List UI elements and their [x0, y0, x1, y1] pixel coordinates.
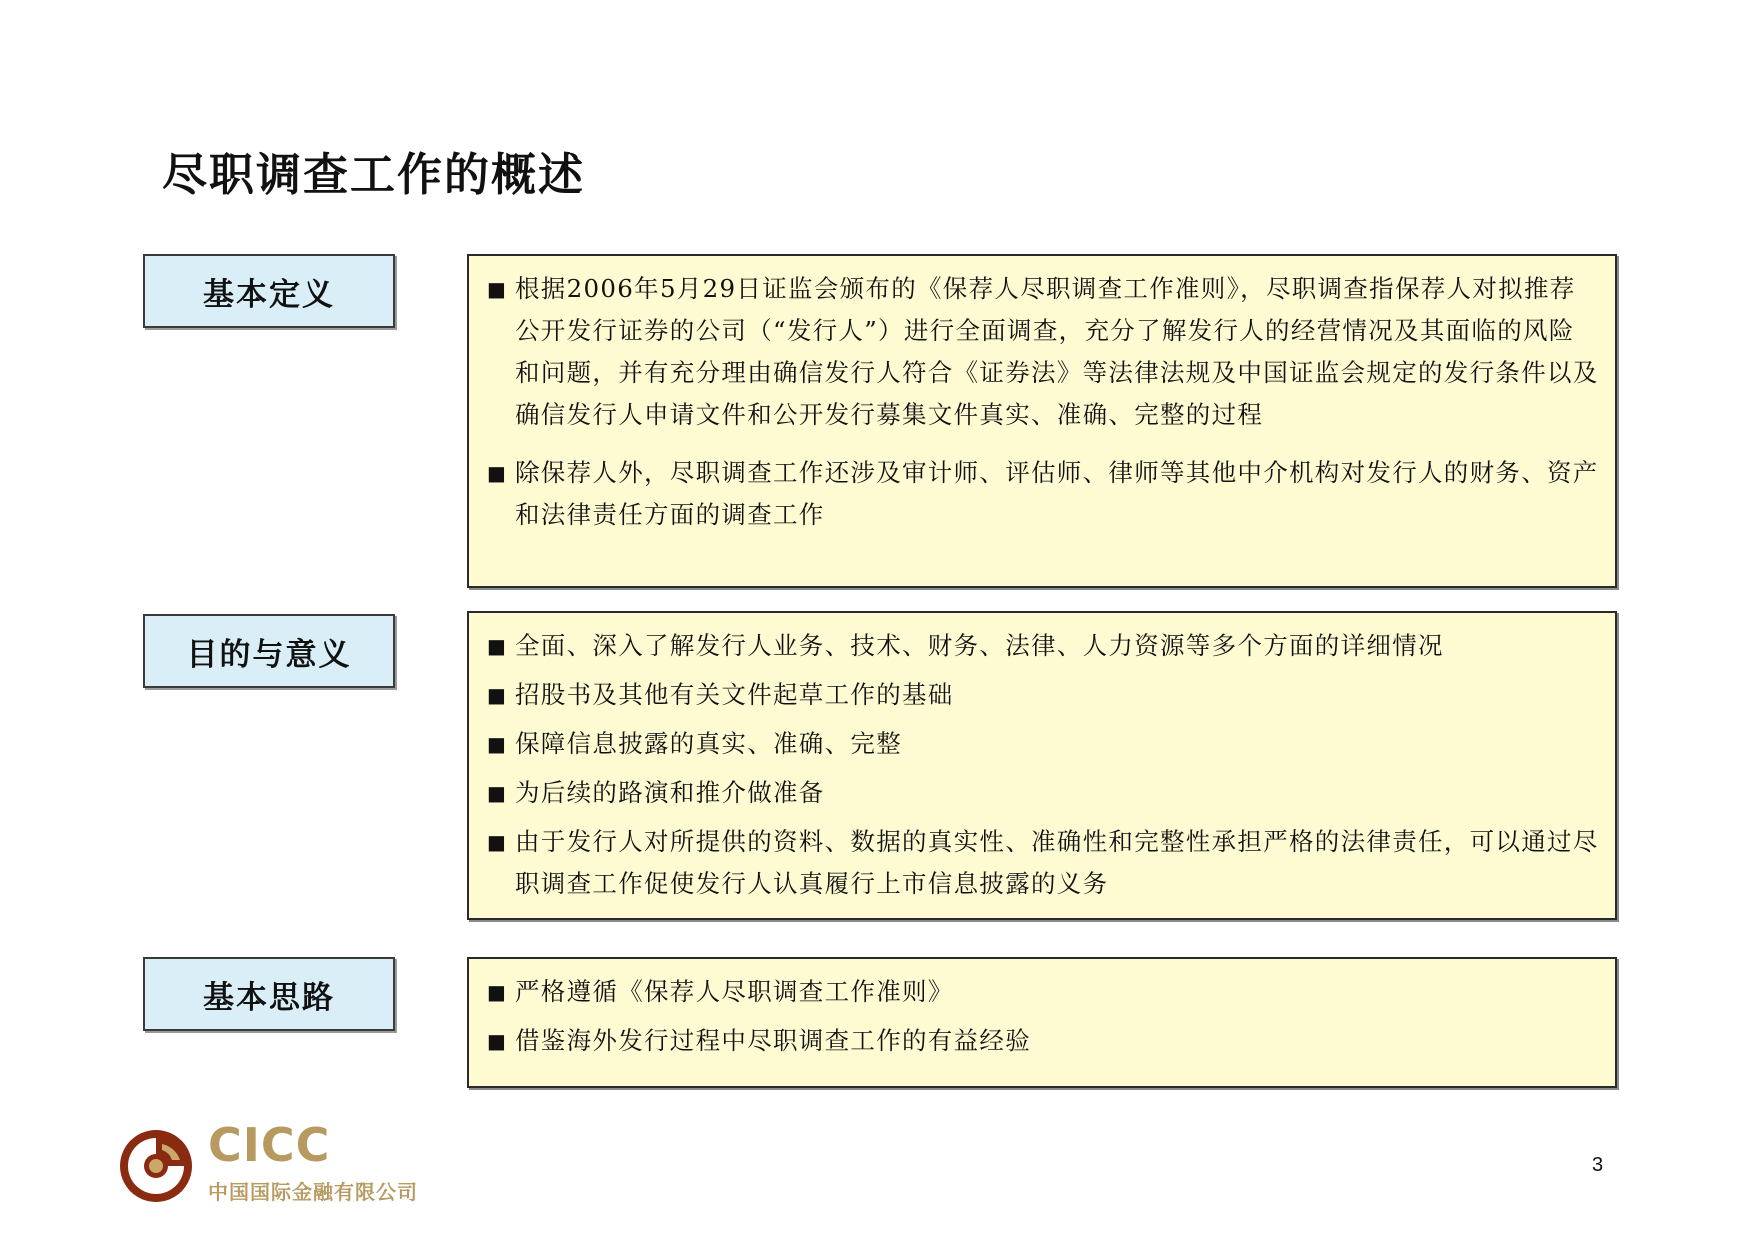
list-item-text: 严格遵循《保荐人尽职调查工作准则》 [515, 977, 954, 1006]
bullet-icon: ■ [487, 980, 508, 1004]
page-title: 尽职调查工作的概述 [162, 148, 586, 201]
bullet-icon: ■ [487, 1029, 508, 1053]
list-item-text: 由于发行人对所提供的资料、数据的真实性、准确性和完整性承担严格的法律责任，可以通过尽职调查工作促使发行人认真履行上市信息披露的义务 [515, 827, 1599, 898]
list-item [487, 821, 1599, 905]
bullet-icon: ■ [487, 461, 508, 485]
company-logo [118, 1118, 458, 1204]
section-panel-purpose [467, 611, 1617, 920]
bullet-icon: ■ [487, 277, 508, 301]
bullet-icon: ■ [487, 830, 508, 854]
list-item-text: 保障信息披露的真实、准确、完整 [515, 729, 902, 758]
bullet-icon: ■ [487, 732, 508, 756]
section-label-definition: 基本定义 [143, 254, 395, 328]
list-item [487, 452, 1599, 536]
list-item [487, 971, 1599, 1013]
list-item-text: 全面、深入了解发行人业务、技术、财务、法律、人力资源等多个方面的详细情况 [515, 631, 1444, 660]
list-item-text: 为后续的路演和推介做准备 [515, 778, 825, 807]
cicc-mark-icon [118, 1128, 194, 1204]
list-item [487, 1020, 1599, 1062]
logo-wordmark: CICC [208, 1118, 331, 1172]
section-label-approach: 基本思路 [143, 957, 395, 1031]
logo-subtitle: 中国国际金融有限公司 [208, 1180, 418, 1204]
section-panel-definition [467, 254, 1617, 588]
list-item-text: 招股书及其他有关文件起草工作的基础 [515, 680, 954, 709]
list-item-text: 借鉴海外发行过程中尽职调查工作的有益经验 [515, 1026, 1031, 1055]
list-item [487, 674, 1599, 716]
section-label-purpose: 目的与意义 [143, 614, 395, 688]
bullet-icon: ■ [487, 683, 508, 707]
list-item [487, 625, 1599, 667]
list-item-text: 根据2006年5月29日证监会颁布的《保荐人尽职调查工作准则》，尽职调查指保荐人对拟推荐公开发行证券的公司（“发行人”）进行全面调查，充分了解发行人的经营情况及其面临的风险和问题，并有充分理由确信发行人符合《证券法》等法律法规及中国证监会规定的发行条件以及确信发行人申请文件和公开发行募集文件真实、准确、完整的过程 [515, 274, 1599, 429]
page-number: 3 [1592, 1154, 1604, 1176]
list-item [487, 268, 1599, 436]
list-item [487, 772, 1599, 814]
list-item-text: 除保荐人外，尽职调查工作还涉及审计师、评估师、律师等其他中介机构对发行人的财务、资产和法律责任方面的调查工作 [515, 458, 1599, 529]
bullet-icon: ■ [487, 634, 508, 658]
section-panel-approach [467, 957, 1617, 1088]
bullet-icon: ■ [487, 781, 508, 805]
list-item [487, 723, 1599, 765]
